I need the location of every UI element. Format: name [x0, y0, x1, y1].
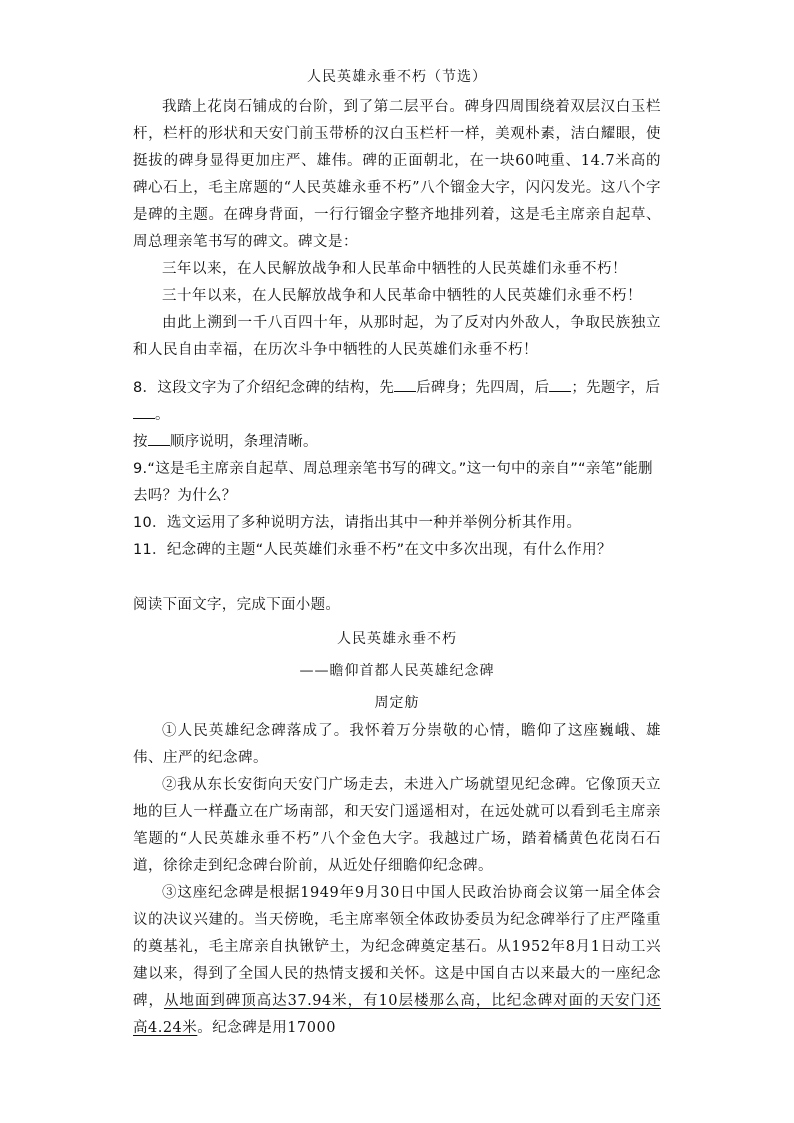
- passage2-paragraph: ①人民英雄纪念碑落成了。我怀着万分崇敬的心情，瞻仰了这座巍峨、雄伟、庄严的纪念碑。: [133, 723, 661, 766]
- question-11: 11．纪念碑的主题“人民英雄们永垂不朽”在文中多次出现，有什么作用？: [133, 542, 612, 558]
- passage2-author: 周定舫: [374, 695, 420, 711]
- question-text: 按: [133, 434, 148, 450]
- instruction-text: 阅读下面文字，完成下面小题。: [133, 597, 341, 613]
- inscription-line: 三年以来，在人民解放战争和人民革命中牺牲的人民英雄们永垂不朽！: [162, 261, 627, 277]
- passage2-body: [133, 718, 661, 1042]
- paragraph-text: 。纪念碑是用17000: [197, 1020, 336, 1036]
- question-text: 。: [155, 407, 170, 423]
- passage2-subtitle: ——瞻仰首都人民英雄纪念碑: [299, 663, 495, 679]
- passage2-paragraph: ②我从东长安街向天安门广场走去，未进入广场就望见纪念碑。它像顶天立地的巨人一样矗立在广场南部，和天安门遥遥相对，在远处就可以看到毛主席亲笔题的“人民英雄永垂不朽”八个金色大字。我越过广场，踏着橘黄色花岗石石道，徐徐走到纪念碑台阶前，从近处仔细瞻仰纪念碑。: [133, 777, 661, 874]
- question-text: 8．这段文字为了介绍纪念碑的结构，先: [133, 380, 395, 396]
- passage1-paragraph: 我踏上花岗石铺成的台阶，到了第二层平台。碑身四周围绕着双层汉白玉栏杆，栏杆的形状和天安门前玉带桥的汉白玉栏杆一样，美观朴素，洁白耀眼，使挺拔的碑身显得更加庄严、雄伟。碑的正面朝北，在一块60吨重、14.7米高的碑心石上，毛主席题的“人民英雄永垂不朽”八个镏金大字，闪闪发光。这八个字是碑的主题。在碑身背面，一行行镏金字整齐地排列着，这是毛主席亲自起草、周总理亲笔书写的碑文。碑文是：: [133, 99, 661, 250]
- question-text: 后碑身；先四周，后: [416, 380, 550, 396]
- answer-blank[interactable]: [148, 431, 170, 446]
- question-8: [133, 375, 661, 456]
- question-9: 9.“这是毛主席亲自起草、周总理亲笔书写的碑文。”这一句中的亲自”“亲笔”能删去吗？为什么？: [133, 461, 653, 504]
- passage1-title: 人民英雄永垂不朽（节选）: [307, 69, 487, 85]
- answer-blank[interactable]: [133, 404, 155, 419]
- inscription-line: 由此上溯到一千八百四十年，从那时起，为了反对内外敌人，争取民族独立和人民自由幸福，在历次斗争中牺牲的人民英雄们永垂不朽！: [133, 315, 661, 358]
- passage2-paragraph: [133, 880, 661, 1042]
- question-10: 10．选文运用了多种说明方法，请指出其中一种并举例分析其作用。: [133, 515, 582, 531]
- inscription-line: 三十年以来，在人民解放战争和人民革命中牺牲的人民英雄们永垂不朽！: [162, 288, 642, 304]
- instruction: [133, 592, 661, 619]
- answer-blank[interactable]: [549, 377, 571, 392]
- question-text: 顺序说明，条理清晰。: [169, 434, 318, 450]
- underlined-sentence: 从地面到碑顶高达37.94米，有10层楼那么高，比纪念碑对面的天安门还高4.24米: [133, 993, 661, 1036]
- passage1-body: [133, 94, 661, 364]
- question-text: ；先题字，后: [571, 380, 661, 396]
- answer-blank[interactable]: [394, 377, 416, 392]
- paragraph-text: ③这座纪念碑是根据1949年9月30日中国人民政治协商会议第一届全体会议的决议兴建的。当天傍晚，毛主席率领全体政协委员为纪念碑举行了庄严隆重的奠基礼，毛主席亲自执锹铲土，为纪念碑奠定基石。从1952年8月1日动工兴建以来，得到了全国人民的热情支援和关怀。这是中国自古以来最大的一座纪念碑，: [133, 885, 661, 1009]
- questions-section: [133, 375, 661, 564]
- passage2-title: 人民英雄永垂不朽: [337, 631, 457, 647]
